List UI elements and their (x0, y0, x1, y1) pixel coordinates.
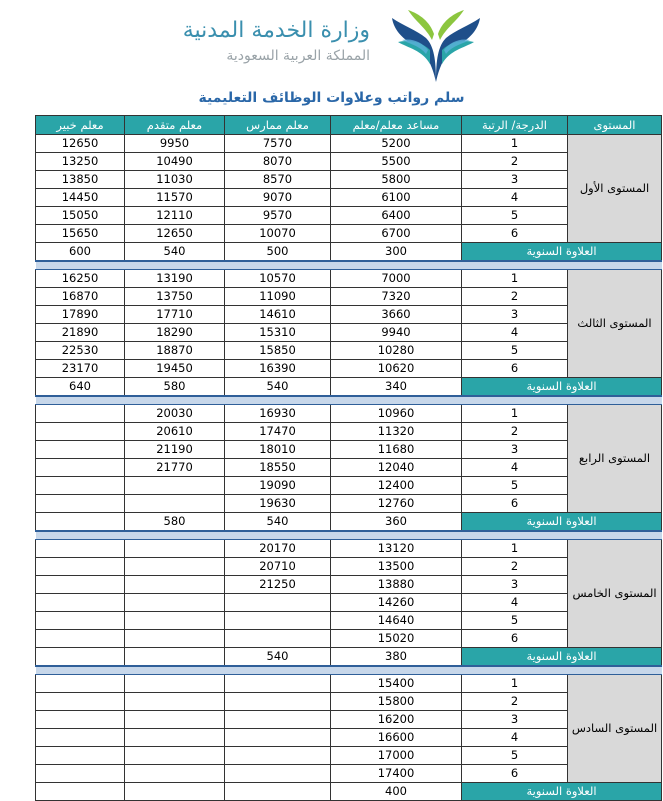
allowance-assistant: 380 (331, 648, 462, 667)
col-header-grade: الدرجة/ الرتبة (462, 116, 568, 135)
cell-expert: 16250 (36, 270, 125, 288)
cell-advanced (125, 495, 225, 513)
cell-grade: 1 (462, 135, 568, 153)
cell-assistant: 14260 (331, 594, 462, 612)
cell-grade: 5 (462, 612, 568, 630)
cell-expert (36, 441, 125, 459)
cell-advanced: 11570 (125, 189, 225, 207)
col-header-level: المستوى (568, 116, 662, 135)
cell-advanced: 9950 (125, 135, 225, 153)
table-row (36, 675, 662, 693)
cell-assistant: 13500 (331, 558, 462, 576)
cell-practitioner: 14610 (225, 306, 331, 324)
level-name: المستوى السادس (568, 675, 662, 783)
cell-grade: 1 (462, 540, 568, 558)
cell-expert: 14450 (36, 189, 125, 207)
cell-advanced: 18870 (125, 342, 225, 360)
cell-grade: 2 (462, 153, 568, 171)
cell-advanced (125, 558, 225, 576)
cell-assistant: 5200 (331, 135, 462, 153)
divider-bar (36, 396, 662, 405)
cell-grade: 3 (462, 711, 568, 729)
allowance-row (36, 513, 662, 532)
cell-grade: 4 (462, 189, 568, 207)
annual-allowance-label: العلاوة السنوية (462, 648, 662, 667)
cell-assistant: 17000 (331, 747, 462, 765)
allowance-advanced: 580 (125, 513, 225, 532)
salary-table (35, 115, 662, 801)
cell-assistant: 3660 (331, 306, 462, 324)
cell-expert: 15650 (36, 225, 125, 243)
cell-assistant: 15400 (331, 675, 462, 693)
cell-practitioner (225, 675, 331, 693)
header (0, 0, 663, 90)
allowance-expert: 640 (36, 378, 125, 397)
cell-assistant: 10280 (331, 342, 462, 360)
cell-grade: 6 (462, 360, 568, 378)
cell-assistant: 16600 (331, 729, 462, 747)
allowance-expert (36, 783, 125, 801)
allowance-row (36, 243, 662, 262)
allowance-advanced: 540 (125, 243, 225, 262)
cell-expert (36, 630, 125, 648)
annual-allowance-label: العلاوة السنوية (462, 378, 662, 397)
table-row (36, 405, 662, 423)
cell-practitioner: 20710 (225, 558, 331, 576)
cell-expert: 23170 (36, 360, 125, 378)
allowance-advanced (125, 783, 225, 801)
annual-allowance-label: العلاوة السنوية (462, 243, 662, 262)
annual-allowance-label: العلاوة السنوية (462, 783, 662, 801)
cell-advanced: 19450 (125, 360, 225, 378)
level-name: المستوى الرابع (568, 405, 662, 513)
cell-assistant: 7000 (331, 270, 462, 288)
cell-grade: 4 (462, 594, 568, 612)
cell-advanced: 18290 (125, 324, 225, 342)
allowance-assistant: 300 (331, 243, 462, 262)
cell-practitioner: 8070 (225, 153, 331, 171)
cell-expert (36, 729, 125, 747)
cell-advanced (125, 711, 225, 729)
cell-assistant: 10620 (331, 360, 462, 378)
section-divider (36, 531, 662, 540)
cell-assistant: 5500 (331, 153, 462, 171)
cell-grade: 6 (462, 225, 568, 243)
header-row (36, 116, 662, 135)
allowance-assistant: 360 (331, 513, 462, 532)
cell-advanced (125, 693, 225, 711)
cell-expert: 13250 (36, 153, 125, 171)
cell-expert: 16870 (36, 288, 125, 306)
allowance-practitioner: 540 (225, 648, 331, 667)
cell-expert (36, 459, 125, 477)
cell-assistant: 15020 (331, 630, 462, 648)
cell-practitioner (225, 693, 331, 711)
allowance-assistant: 340 (331, 378, 462, 397)
cell-expert (36, 576, 125, 594)
allowance-expert: 600 (36, 243, 125, 262)
cell-advanced (125, 576, 225, 594)
cell-practitioner (225, 747, 331, 765)
allowance-advanced: 580 (125, 378, 225, 397)
allowance-row (36, 783, 662, 801)
cell-advanced: 11030 (125, 171, 225, 189)
cell-grade: 6 (462, 765, 568, 783)
cell-expert (36, 747, 125, 765)
cell-grade: 2 (462, 423, 568, 441)
allowance-practitioner: 540 (225, 513, 331, 532)
cell-practitioner: 16930 (225, 405, 331, 423)
cell-practitioner: 7570 (225, 135, 331, 153)
cell-grade: 4 (462, 459, 568, 477)
cell-expert: 13850 (36, 171, 125, 189)
cell-assistant: 13120 (331, 540, 462, 558)
cell-expert (36, 612, 125, 630)
cell-advanced (125, 765, 225, 783)
cell-practitioner: 18550 (225, 459, 331, 477)
cell-advanced (125, 477, 225, 495)
cell-assistant: 6400 (331, 207, 462, 225)
cell-grade: 5 (462, 342, 568, 360)
cell-expert (36, 693, 125, 711)
cell-expert: 21890 (36, 324, 125, 342)
cell-expert (36, 540, 125, 558)
col-header-expert: معلم خبير (36, 116, 125, 135)
divider-bar (36, 666, 662, 675)
cell-expert (36, 477, 125, 495)
cell-grade: 3 (462, 441, 568, 459)
level-name: المستوى الخامس (568, 540, 662, 648)
cell-advanced (125, 540, 225, 558)
cell-grade: 3 (462, 576, 568, 594)
col-header-practitioner: معلم ممارس (225, 116, 331, 135)
cell-practitioner: 19090 (225, 477, 331, 495)
cell-expert (36, 423, 125, 441)
cell-practitioner: 15310 (225, 324, 331, 342)
cell-assistant: 17400 (331, 765, 462, 783)
ministry-name: وزارة الخدمة المدنية (182, 18, 370, 43)
cell-assistant: 13880 (331, 576, 462, 594)
cell-practitioner: 21250 (225, 576, 331, 594)
cell-practitioner: 17470 (225, 423, 331, 441)
cell-practitioner: 15850 (225, 342, 331, 360)
cell-assistant: 10960 (331, 405, 462, 423)
cell-grade: 3 (462, 171, 568, 189)
cell-advanced: 20030 (125, 405, 225, 423)
cell-expert (36, 495, 125, 513)
cell-expert: 17890 (36, 306, 125, 324)
cell-grade: 6 (462, 630, 568, 648)
cell-advanced: 13190 (125, 270, 225, 288)
cell-practitioner: 9070 (225, 189, 331, 207)
cell-practitioner: 18010 (225, 441, 331, 459)
section-divider (36, 396, 662, 405)
allowance-practitioner: 540 (225, 378, 331, 397)
cell-expert (36, 558, 125, 576)
cell-advanced: 17710 (125, 306, 225, 324)
table-row (36, 540, 662, 558)
cell-grade: 1 (462, 270, 568, 288)
cell-grade: 5 (462, 477, 568, 495)
cell-grade: 5 (462, 747, 568, 765)
allowance-practitioner: 500 (225, 243, 331, 262)
cell-expert: 22530 (36, 342, 125, 360)
cell-assistant: 16200 (331, 711, 462, 729)
cell-assistant: 7320 (331, 288, 462, 306)
cell-practitioner: 9570 (225, 207, 331, 225)
cell-grade: 2 (462, 693, 568, 711)
cell-practitioner: 8570 (225, 171, 331, 189)
cell-advanced (125, 675, 225, 693)
cell-advanced (125, 729, 225, 747)
cell-expert (36, 711, 125, 729)
cell-practitioner: 10570 (225, 270, 331, 288)
annual-allowance-label: العلاوة السنوية (462, 513, 662, 532)
cell-assistant: 6700 (331, 225, 462, 243)
cell-advanced: 12110 (125, 207, 225, 225)
cell-assistant: 11680 (331, 441, 462, 459)
table-body (36, 135, 662, 801)
cell-assistant: 12400 (331, 477, 462, 495)
cell-assistant: 9940 (331, 324, 462, 342)
allowance-assistant: 400 (331, 783, 462, 801)
divider-bar (36, 531, 662, 540)
cell-advanced (125, 630, 225, 648)
cell-practitioner (225, 630, 331, 648)
cell-grade: 4 (462, 729, 568, 747)
cell-assistant: 14640 (331, 612, 462, 630)
cell-practitioner (225, 765, 331, 783)
col-header-assistant: مساعد معلم/معلم (331, 116, 462, 135)
cell-practitioner (225, 729, 331, 747)
cell-expert (36, 594, 125, 612)
cell-assistant: 6100 (331, 189, 462, 207)
cell-practitioner: 10070 (225, 225, 331, 243)
allowance-row (36, 648, 662, 667)
allowance-expert (36, 648, 125, 667)
cell-practitioner: 16390 (225, 360, 331, 378)
cell-expert (36, 765, 125, 783)
table-row (36, 270, 662, 288)
cell-grade: 5 (462, 207, 568, 225)
cell-practitioner (225, 711, 331, 729)
cell-advanced: 21190 (125, 441, 225, 459)
table-row (36, 135, 662, 153)
cell-expert (36, 405, 125, 423)
cell-grade: 1 (462, 405, 568, 423)
level-name: المستوى الثالث (568, 270, 662, 378)
cell-expert (36, 675, 125, 693)
cell-advanced: 13750 (125, 288, 225, 306)
cell-assistant: 5800 (331, 171, 462, 189)
section-divider (36, 261, 662, 270)
divider-bar (36, 261, 662, 270)
cell-assistant: 12040 (331, 459, 462, 477)
cell-advanced (125, 747, 225, 765)
cell-assistant: 12760 (331, 495, 462, 513)
level-name: المستوى الأول (568, 135, 662, 243)
cell-advanced (125, 594, 225, 612)
cell-advanced: 21770 (125, 459, 225, 477)
civil-service-logo-icon (386, 4, 486, 84)
cell-grade: 2 (462, 288, 568, 306)
cell-expert: 15050 (36, 207, 125, 225)
cell-grade: 6 (462, 495, 568, 513)
cell-advanced (125, 612, 225, 630)
cell-advanced: 10490 (125, 153, 225, 171)
allowance-advanced (125, 648, 225, 667)
cell-practitioner: 19630 (225, 495, 331, 513)
cell-grade: 4 (462, 324, 568, 342)
cell-practitioner (225, 594, 331, 612)
cell-advanced: 12650 (125, 225, 225, 243)
allowance-expert (36, 513, 125, 532)
cell-assistant: 15800 (331, 693, 462, 711)
scale-title: سلم رواتب وعلاوات الوظائف التعليمية (198, 90, 465, 106)
country-name: المملكة العربية السعودية (226, 48, 370, 64)
cell-practitioner: 11090 (225, 288, 331, 306)
cell-grade: 2 (462, 558, 568, 576)
cell-practitioner (225, 612, 331, 630)
cell-assistant: 11320 (331, 423, 462, 441)
allowance-row (36, 378, 662, 397)
cell-advanced: 20610 (125, 423, 225, 441)
cell-expert: 12650 (36, 135, 125, 153)
cell-grade: 3 (462, 306, 568, 324)
cell-practitioner: 20170 (225, 540, 331, 558)
cell-grade: 1 (462, 675, 568, 693)
allowance-practitioner (225, 783, 331, 801)
section-divider (36, 666, 662, 675)
col-header-advanced: معلم متقدم (125, 116, 225, 135)
